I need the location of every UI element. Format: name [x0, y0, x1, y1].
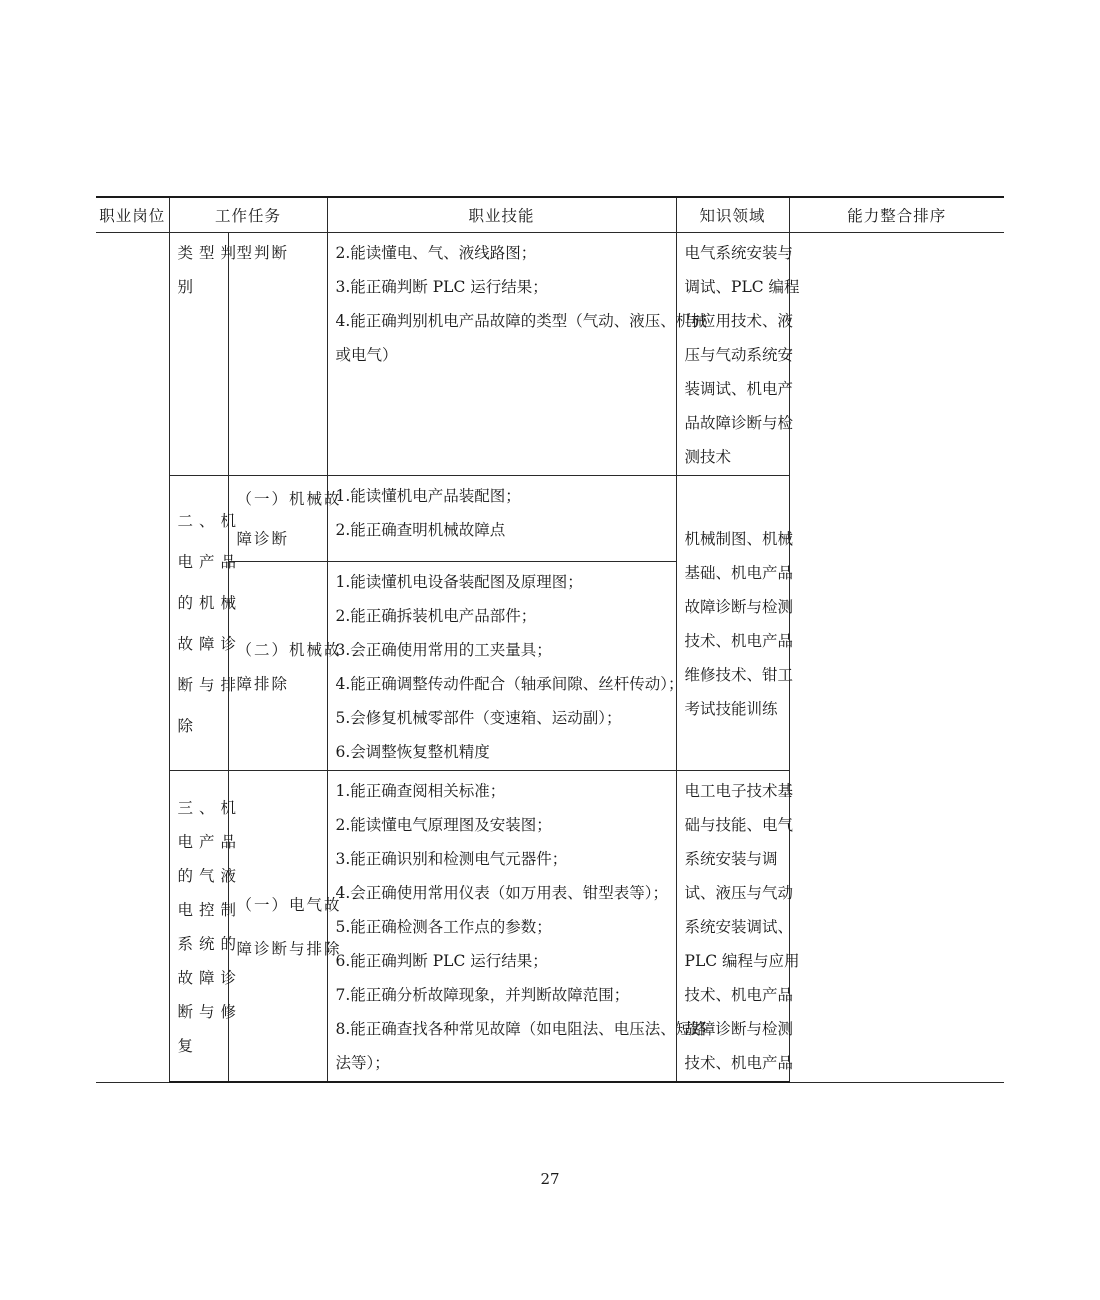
skill-item: 2.能正确拆装机电产品部件； — [335, 607, 537, 625]
knowledge-line: 品故障诊断与检 — [684, 414, 794, 432]
skill-item: 2.能读懂电、气、液线路图； — [335, 244, 537, 262]
knowledge-line: 技术、机电产品 — [684, 1054, 794, 1072]
skill-item: 6.能正确判断 PLC 运行结果； — [335, 952, 548, 970]
skill-item: 1.能正确查阅相关标准； — [335, 782, 506, 800]
knowledge-line: 机械制图、机械 — [684, 530, 794, 548]
skill-item: 法等）； — [335, 1054, 390, 1072]
subtask-line: （二）机械故 — [236, 641, 342, 659]
skills-cell — [327, 476, 676, 562]
task-line: 系统的 — [177, 935, 243, 953]
task-line: 电产品 — [177, 833, 243, 851]
task-line: 三、机 — [177, 799, 243, 817]
task-line: 电产品 — [177, 553, 243, 571]
skill-item: 1.能读懂机电产品装配图； — [335, 487, 521, 505]
subtask-cell — [228, 562, 342, 771]
header-rank: 能力整合排序 — [789, 197, 1004, 233]
skill-item: 3.能正确判断 PLC 运行结果； — [335, 278, 548, 296]
knowledge-line: 技术、机电产品 — [684, 986, 794, 1004]
knowledge-line: 基础、机电产品 — [684, 564, 794, 582]
subtask-line: 障诊断 — [236, 530, 290, 548]
knowledge-line: 系统安装调试、 — [684, 918, 794, 936]
skills-cell — [327, 562, 684, 771]
knowledge-line: 系统安装与调 — [684, 850, 778, 868]
skill-item: 2.能读懂电气原理图及安装图； — [335, 816, 552, 834]
skill-item: 4.能正确调整传动件配合（轴承间隙、丝杆传动）； — [335, 675, 684, 693]
knowledge-line: 装调试、机电产 — [684, 380, 794, 398]
task-line: 断与修 — [177, 1003, 243, 1021]
skill-item: 4.能正确判别机电产品故障的类型（气动、液压、机械 — [335, 312, 707, 330]
knowledge-line: 压与气动系统安 — [684, 346, 794, 364]
task-line: 别 — [177, 278, 200, 296]
knowledge-line: 故障诊断与检测 — [684, 598, 794, 616]
subtask-line: 型判断 — [236, 244, 290, 262]
task-line: 电控制 — [177, 901, 243, 919]
post-cell — [96, 233, 169, 1083]
knowledge-line: 试、液压与气动 — [684, 884, 794, 902]
task-line: 故障诊 — [177, 635, 243, 653]
knowledge-cell — [676, 771, 800, 1083]
knowledge-line: 电工电子技术基 — [684, 782, 794, 800]
header-skills: 职业技能 — [327, 197, 676, 233]
knowledge-line: 故障诊断与检测 — [684, 1020, 794, 1038]
skill-item: 或电气） — [335, 346, 398, 364]
skill-item: 5.会修复机械零部件（变速箱、运动副）； — [335, 709, 622, 727]
knowledge-line: 测技术 — [684, 448, 732, 466]
skills-cell — [327, 771, 707, 1083]
skills-cell — [327, 233, 707, 476]
subtask-line: （一）机械故 — [236, 490, 342, 508]
skill-item: 4.会正确使用常用仪表（如万用表、钳型表等）； — [335, 884, 669, 902]
rank-cell — [789, 233, 1004, 1083]
subtask-cell — [228, 233, 327, 476]
subtask-cell — [228, 476, 342, 562]
header-post: 职业岗位 — [96, 197, 169, 233]
knowledge-line: 电气系统安装与 — [684, 244, 794, 262]
knowledge-line: PLC 编程与应用 — [684, 952, 800, 970]
knowledge-cell — [676, 233, 800, 476]
knowledge-line: 调试、PLC 编程 — [684, 278, 800, 296]
knowledge-line: 技术、机电产品 — [684, 632, 794, 650]
header-knowledge: 知识领域 — [676, 197, 789, 233]
task-cell — [169, 233, 243, 476]
subtask-cell — [228, 771, 342, 1083]
task-line: 的机械 — [177, 594, 243, 612]
knowledge-line: 维修技术、钳工 — [684, 666, 794, 684]
task-cell — [169, 771, 243, 1083]
skill-item: 8.能正确查找各种常见故障（如电阻法、电压法、短路 — [335, 1020, 707, 1038]
skill-item: 6.会调整恢复整机精度 — [335, 743, 490, 761]
subtask-line: 障排除 — [236, 675, 290, 693]
task-line: 断与排 — [177, 676, 243, 694]
knowledge-line: 础与技能、电气 — [684, 816, 794, 834]
task-line: 故障诊 — [177, 969, 243, 987]
header-task: 工作任务 — [169, 197, 327, 233]
page-number: 27 — [540, 1170, 560, 1188]
task-line: 类型判 — [177, 244, 243, 262]
skill-item: 7.能正确分析故障现象，并判断故障范围； — [335, 986, 630, 1004]
skill-item: 1.能读懂机电设备装配图及原理图； — [335, 573, 583, 591]
subtask-line: （一）电气故 — [236, 896, 342, 914]
task-line: 的气液 — [177, 867, 243, 885]
skill-item: 2.能正确查明机械故障点 — [335, 521, 506, 539]
job-skills-table — [96, 196, 1004, 1083]
table-header-row — [96, 197, 1004, 233]
task-line: 复 — [177, 1037, 200, 1055]
knowledge-cell — [676, 476, 794, 771]
task-line: 二、机 — [177, 512, 243, 530]
knowledge-line: 与应用技术、液 — [684, 312, 794, 330]
subtask-line: 障诊断与排除 — [236, 940, 342, 958]
skill-item: 5.能正确检测各工作点的参数； — [335, 918, 552, 936]
skill-item: 3.会正确使用常用的工夹量具； — [335, 641, 552, 659]
task-cell — [169, 476, 243, 771]
table-row — [96, 233, 1004, 476]
task-line: 除 — [177, 717, 200, 735]
skill-item: 3.能正确识别和检测电气元器件； — [335, 850, 568, 868]
knowledge-line: 考试技能训练 — [684, 700, 778, 718]
